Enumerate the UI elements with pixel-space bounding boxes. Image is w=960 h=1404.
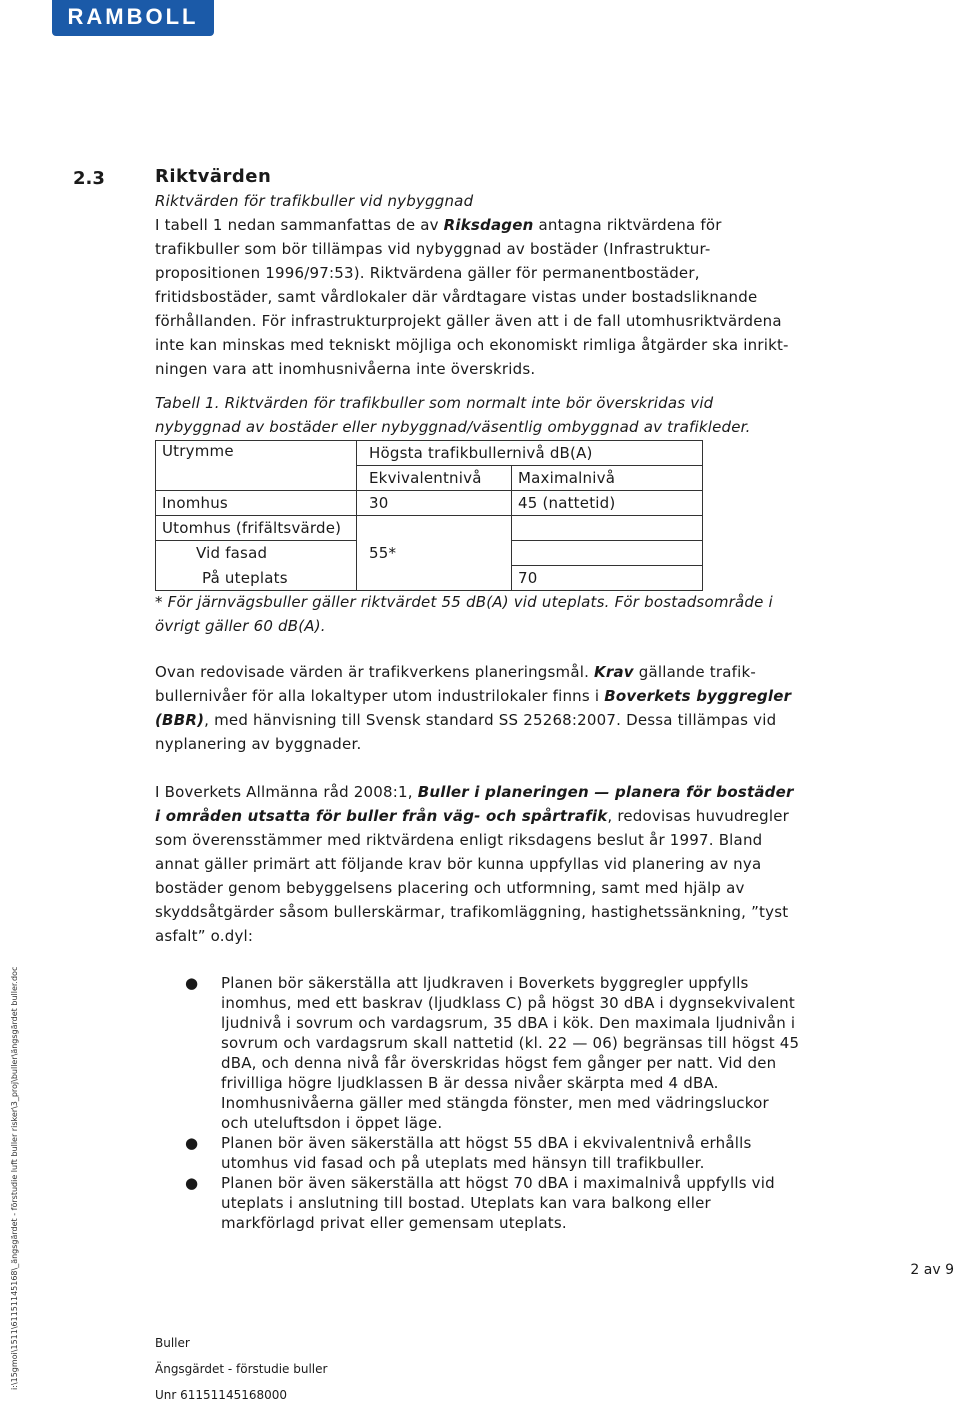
footer-subject: Buller bbox=[155, 1336, 190, 1350]
para-line: som överensstämmer med riktvärdena enligt riksdagens beslut år 1997. Bland bbox=[155, 831, 763, 849]
row-label: På uteplats bbox=[156, 566, 357, 591]
ramboll-logo: RAMBOLL bbox=[52, 0, 214, 36]
caption-line: Tabell 1. Riktvärden för trafikbuller som normalt inte bör överskridas vid bbox=[155, 394, 714, 412]
footnote-line: * För järnvägsbuller gäller riktvärdet 55 dB(A) vid uteplats. För bostadsområde i bbox=[155, 593, 773, 611]
table-row bbox=[156, 541, 703, 566]
table-caption bbox=[155, 391, 855, 439]
list-line: Inomhusnivåerna gäller med stängda fönster, men med vädringsluckor bbox=[221, 1094, 769, 1112]
publication-title: i områden utsatta för buller från väg- och spårtrafik bbox=[155, 807, 608, 825]
table-row bbox=[156, 566, 703, 591]
paragraph-krav bbox=[155, 660, 855, 756]
riksdagen-emphasis: Riksdagen bbox=[443, 216, 534, 234]
footnote-line: övrigt gäller 60 dB(A). bbox=[155, 617, 326, 635]
list-item bbox=[180, 973, 860, 1133]
list-line: Planen bör säkerställa att ljudkraven i Boverkets byggregler uppfylls bbox=[221, 974, 749, 992]
list-item bbox=[180, 1133, 860, 1173]
list-line: Planen bör även säkerställa att högst 55 dBA i ekvivalentnivå erhålls bbox=[221, 1134, 752, 1152]
para-line: asfalt” o.dyl: bbox=[155, 927, 254, 945]
row-label: Utomhus (frifältsvärde) bbox=[156, 516, 357, 541]
para-line: skyddsåtgärder såsom bullerskärmar, trafikomläggning, hastighetssänkning, ”tyst bbox=[155, 903, 789, 921]
section-number: 2.3 bbox=[73, 168, 105, 189]
list-line: uteplats i anslutning till bostad. Uteplats kan vara balkong eller bbox=[221, 1194, 711, 1212]
intro-line: inte kan minskas med tekniskt möjliga och ekonomiskt rimliga åtgärder ska inrikt- bbox=[155, 336, 789, 354]
header-max: Maximalnivå bbox=[512, 466, 703, 491]
intro-line: propositionen 1996/97:53). Riktvärdena gäller för permanentbostäder, bbox=[155, 264, 700, 282]
publication-title: Buller i planeringen — planera för bostäder bbox=[417, 783, 794, 801]
bullet-icon: ● bbox=[185, 1134, 199, 1152]
list-line: utomhus vid fasad och på uteplats med hänsyn till trafikbuller. bbox=[221, 1154, 705, 1172]
header-eq: Ekvivalentnivå bbox=[357, 466, 512, 491]
row-eq bbox=[357, 516, 512, 541]
bbr-abbrev: (BBR) bbox=[155, 711, 205, 729]
row-eq: 30 bbox=[357, 491, 512, 516]
row-eq: 55* bbox=[357, 541, 512, 566]
row-eq bbox=[357, 566, 512, 591]
requirements-list bbox=[180, 973, 860, 1233]
list-line: sovrum och vardagsrum skall nattetid (kl. 22 — 06) begränsas till högst 45 bbox=[221, 1034, 800, 1052]
table-header-row bbox=[156, 441, 703, 466]
table-row bbox=[156, 491, 703, 516]
intro-line: fritidsbostäder, samt vårdlokaler där vårdtagare vistas under bostadsliknande bbox=[155, 288, 758, 306]
intro-line: trafikbuller som bör tillämpas vid nybyggnad av bostäder (Infrastruktur- bbox=[155, 240, 711, 258]
para-text: gällande trafik- bbox=[633, 663, 756, 681]
list-line: markförlagd privat eller gemensam uteplats. bbox=[221, 1214, 567, 1232]
list-line: inomhus, med ett baskrav (ljudklass C) på högst 30 dBA i dygnsekvivalent bbox=[221, 994, 795, 1012]
table-row bbox=[156, 516, 703, 541]
para-text: , med hänvisning till Svensk standard SS 25268:2007. Dessa tillämpas vid bbox=[204, 711, 777, 729]
section-title: Riktvärden bbox=[155, 166, 272, 187]
row-max: 70 bbox=[512, 566, 703, 591]
intro-text: antagna riktvärdena för bbox=[533, 216, 722, 234]
para-line: bostäder genom bebyggelsens placering och utformning, samt med hjälp av bbox=[155, 879, 745, 897]
para-text: , redovisas huvudregler bbox=[607, 807, 790, 825]
footer-project: Ängsgärdet - förstudie buller bbox=[155, 1362, 328, 1376]
intro-line: förhållanden. För infrastrukturprojekt gäller även att i de fall utomhusriktvärdena bbox=[155, 312, 782, 330]
row-label: Inomhus bbox=[156, 491, 357, 516]
intro-text: I tabell 1 nedan sammanfattas de av bbox=[155, 216, 444, 234]
header-level: Högsta trafikbullernivå dB(A) bbox=[357, 441, 703, 466]
caption-line: nybyggnad av bostäder eller nybyggnad/väsentlig ombyggnad av trafikleder. bbox=[155, 418, 751, 436]
list-line: frivilliga högre ljudklassen B är dessa nivåer skärpta med 4 dBA. bbox=[221, 1074, 719, 1092]
para-line: nyplanering av byggnader. bbox=[155, 735, 362, 753]
list-line: ljudnivå i sovrum och vardagsrum, 35 dBA i kök. Den maximala ljudnivån i bbox=[221, 1014, 796, 1032]
row-max: 45 (nattetid) bbox=[512, 491, 703, 516]
intro-paragraph bbox=[155, 213, 855, 381]
section-subtitle: Riktvärden för trafikbuller vid nybyggnad bbox=[155, 192, 474, 210]
header-space: Utrymme bbox=[156, 441, 357, 491]
paragraph-boverket bbox=[155, 780, 855, 948]
list-line: dBA, och denna nivå får överskridas högst fem gånger per natt. Vid den bbox=[221, 1054, 777, 1072]
para-text: I Boverkets Allmänna råd 2008:1, bbox=[155, 783, 418, 801]
para-text: Ovan redovisade värden är trafikverkens planeringsmål. bbox=[155, 663, 595, 681]
intro-line: ningen vara att inomhusnivåerna inte överskrids. bbox=[155, 360, 536, 378]
krav-emphasis: Krav bbox=[594, 663, 634, 681]
noise-limits-table bbox=[155, 440, 703, 591]
para-line: annat gäller primärt att följande krav bör kunna uppfyllas vid planering av nya bbox=[155, 855, 762, 873]
bbr-emphasis: Boverkets byggregler bbox=[604, 687, 792, 705]
para-text: bullernivåer för alla lokaltyper utom industrilokaler finns i bbox=[155, 687, 605, 705]
file-path-margin: i:\15gmoi\1511\61151145168\_ängsgärdet - förstudie luft buller risker\3_proj\buller\ängsgärdet buller.doc bbox=[10, 966, 19, 1390]
list-item bbox=[180, 1173, 860, 1233]
table-footnote bbox=[155, 590, 855, 638]
bullet-icon: ● bbox=[185, 1174, 199, 1192]
footer-unr: Unr 61151145168000 bbox=[155, 1388, 288, 1402]
list-line: Planen bör även säkerställa att högst 70 dBA i maximalnivå uppfylls vid bbox=[221, 1174, 775, 1192]
row-max bbox=[512, 516, 703, 541]
row-label: Vid fasad bbox=[156, 541, 357, 566]
row-max bbox=[512, 541, 703, 566]
bullet-icon: ● bbox=[185, 974, 199, 992]
page-number: 2 av 9 bbox=[910, 1262, 954, 1278]
list-line: och uteluftsdon i öppet läge. bbox=[221, 1114, 443, 1132]
